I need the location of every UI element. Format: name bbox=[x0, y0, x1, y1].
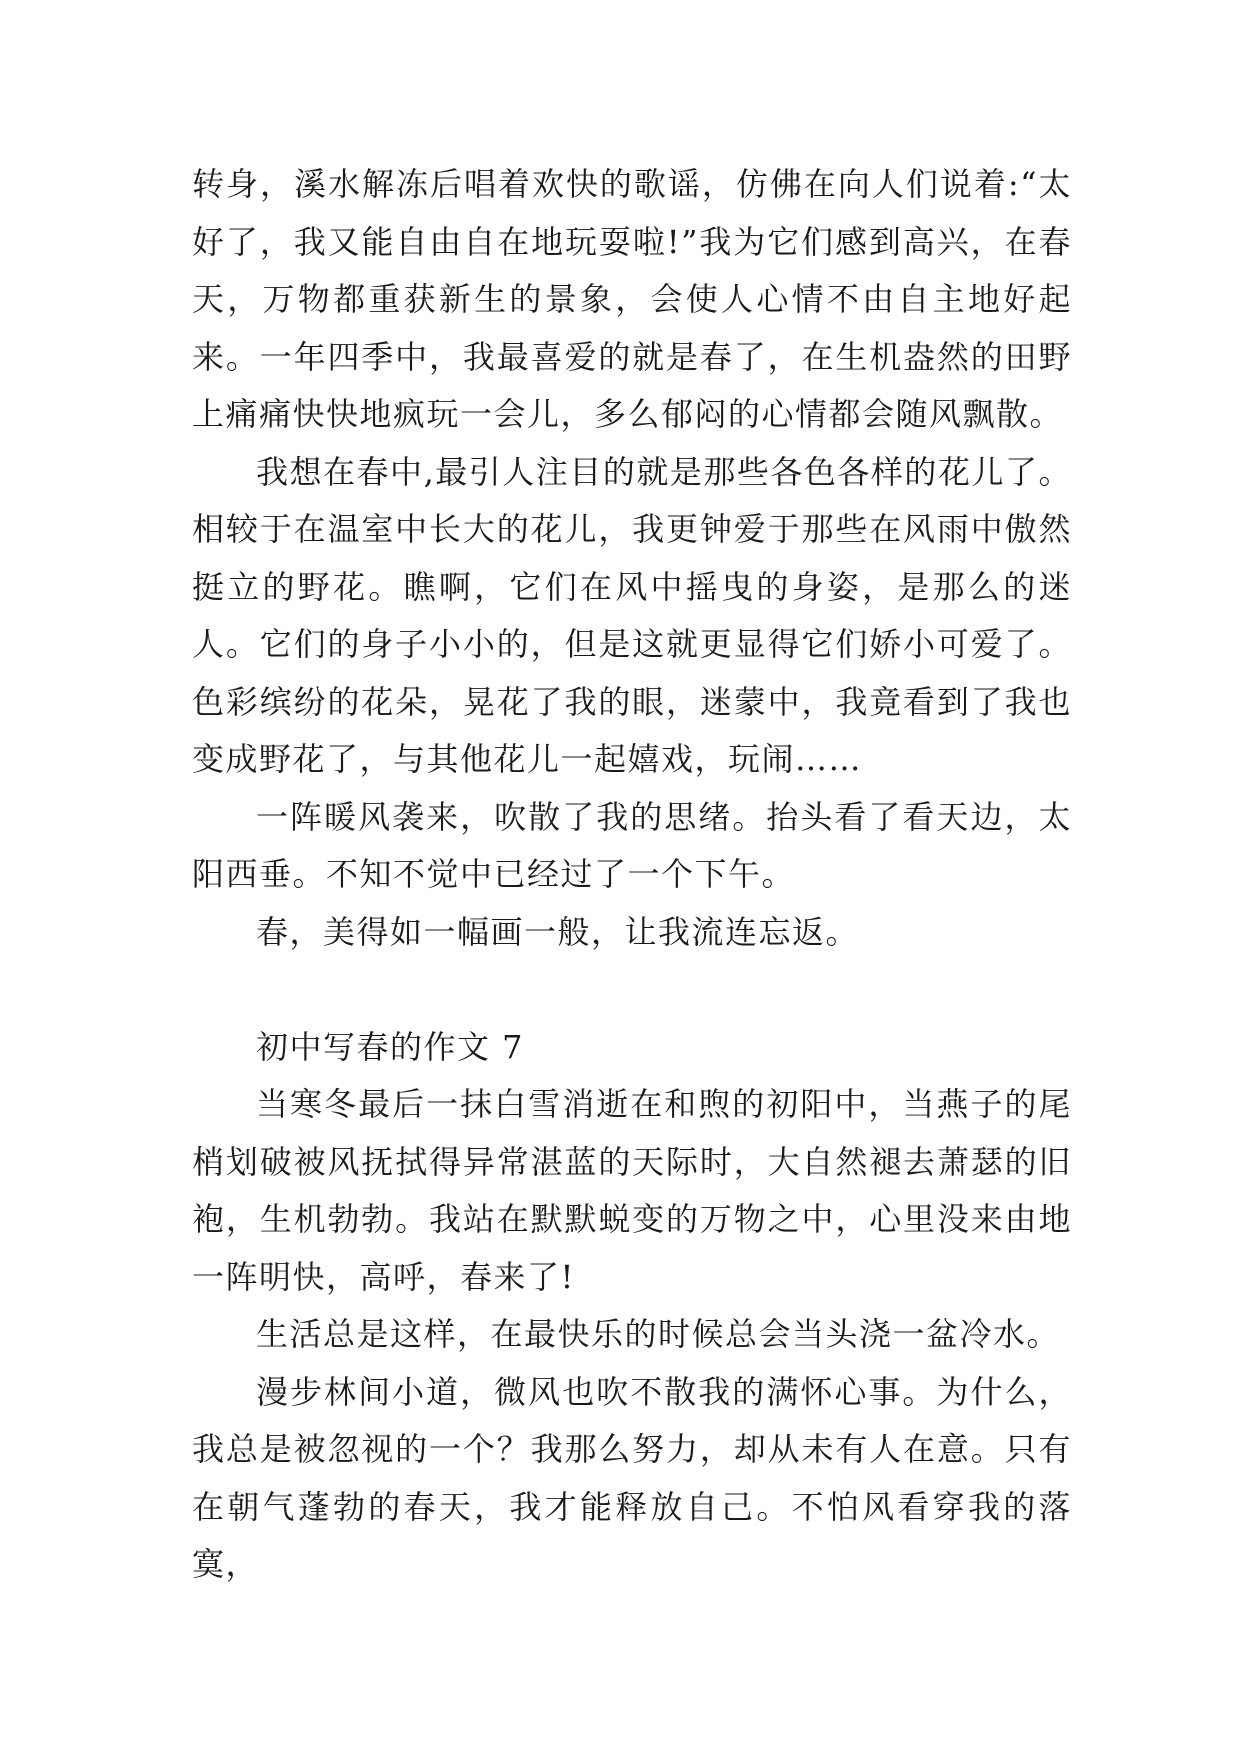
section-heading: 初中写春的作文 7 bbox=[256, 1027, 525, 1066]
paragraph-wild-flowers: 我想在春中,最引人注目的就是那些各色各样的花儿了。相较于在温室中长大的花儿，我更钟爱于那些在风雨中傲然挺立的野花。瞧啊，它们在风中摇曳的身姿，是那么的迷人。它们的身子小小的，但是这就更显得它们娇小可爱了。色彩缤纷的花朵，晃花了我的眼，迷蒙中，我竟看到了我也变成野花了，与其他花儿一起嬉戏，玩闹…… bbox=[192, 452, 1072, 778]
blank-line bbox=[192, 961, 1072, 1019]
paragraph-warm-wind: 一阵暖风袭来，吹散了我的思绪。抬头看了看天边，太阳西垂。不知不觉中已经过了一个下午。 bbox=[192, 797, 1072, 893]
paragraph-continued: 转身，溪水解冻后唱着欢快的歌谣，仿佛在向人们说着:“太好了，我又能自由自在地玩耍啦!”我为它们感到高兴，在春天，万物都重获新生的景象，会使人心情不由自主地好起来。一年四季中，我最喜爱的就是春了，在生机盎然的田野上痛痛快快地疯玩一会儿，多么郁闷的心情都会随风飘散。 bbox=[192, 165, 1072, 433]
paragraph-spring-beauty: 春，美得如一幅画一般，让我流连忘返。 bbox=[256, 912, 860, 951]
paragraph-cold-water: 生活总是这样，在最快乐的时候总会当头浇一盆冷水。 bbox=[256, 1315, 1061, 1353]
paragraph-forest-walk: 漫步林间小道，微风也吹不散我的满怀心事。为什么，我总是被忽视的一个？我那么努力，却从未有人在意。只有在朝气蓬勃的春天，我才能释放自己。不怕风看穿我的落寞， bbox=[192, 1372, 1072, 1583]
document-body bbox=[192, 156, 1072, 1594]
paragraph-winter-end: 当寒冬最后一抹白雪消逝在和煦的初阳中，当燕子的尾梢划破被风抚拭得异常湛蓝的天际时，大自然褪去萧瑟的旧袍，生机勃勃。我站在默默蜕变的万物之中，心里没来由地一阵明快，高呼，春来了! bbox=[192, 1085, 1072, 1296]
